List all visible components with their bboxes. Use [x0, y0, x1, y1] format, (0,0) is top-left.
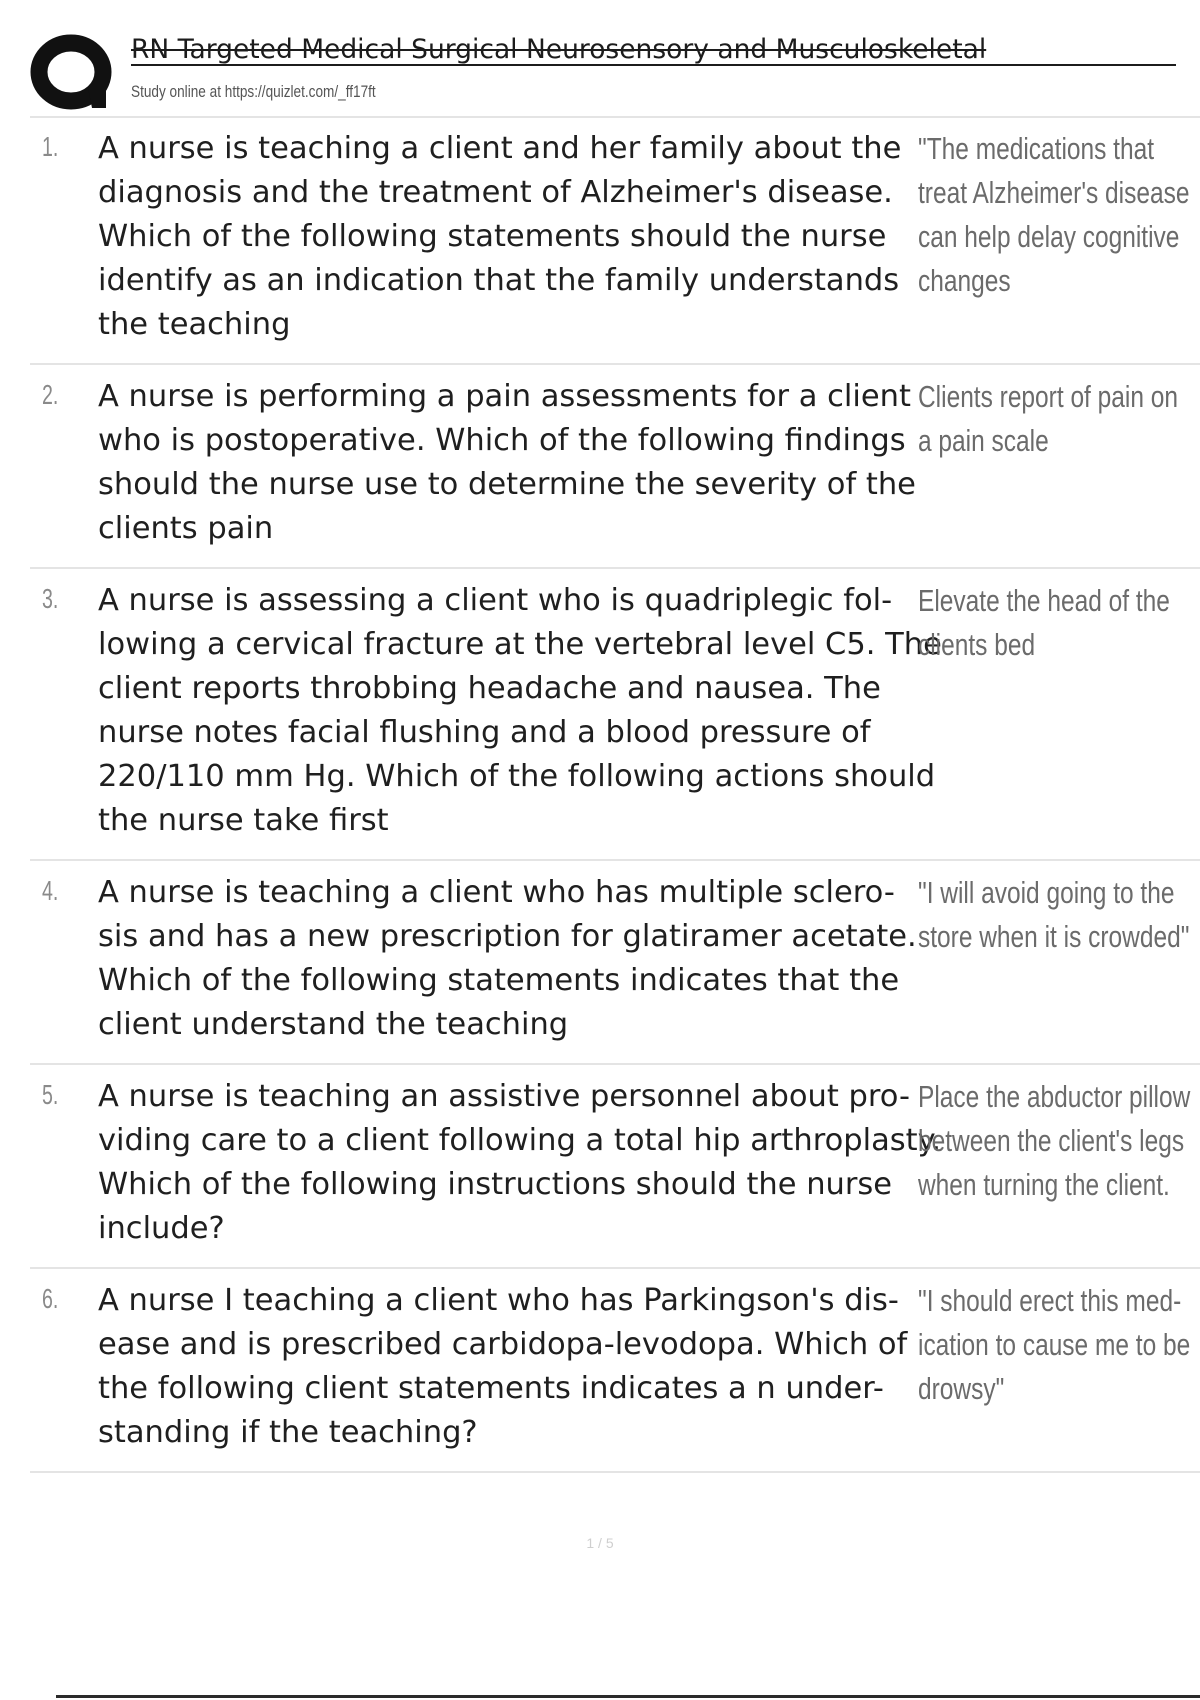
- card-number: 6.: [42, 1283, 59, 1314]
- card-number: 1.: [42, 131, 59, 162]
- card-answer: Place the abductor pillow between the client's legs when turning the client.: [918, 1079, 1191, 1202]
- card-number: 3.: [42, 583, 59, 614]
- flashcard-item: [30, 1269, 1200, 1473]
- quizlet-q-logo-icon: [30, 32, 140, 112]
- flashcard-item: [30, 861, 1200, 1065]
- card-question: A nurse is teaching an assistive personnel about pro- viding care to a client following a total hip arthroplasty. Which of the following instructions should the nurse include?: [98, 1079, 942, 1246]
- flashcard-item: [30, 117, 1200, 365]
- card-answer: Elevate the head of the clients bed: [918, 583, 1170, 662]
- card-number: 4.: [42, 875, 59, 906]
- document-header: [30, 28, 1200, 118]
- footer-rule: [56, 1695, 1200, 1698]
- card-question: A nurse is assessing a client who is quadriplegic fol- lowing a cervical fracture at the vertebral level C5. The client reports throbbing headache and nausea. The nurse notes facial flushing and a blood pressure of 220/110 mm Hg. Which of the following actions should the nurse take first: [98, 583, 942, 838]
- page-number: 1 / 5: [586, 1535, 614, 1551]
- card-question: A nurse I teaching a client who has Parkingson's dis- ease and is prescribed carbidopa-levodopa. Which of the following client statements indicates a n under- standing if the teaching?: [98, 1283, 908, 1450]
- study-online-link[interactable]: Study online at https://quizlet.com/_ff17ft: [131, 82, 376, 101]
- card-number: 5.: [42, 1079, 59, 1110]
- card-number: 2.: [42, 379, 59, 410]
- flashcard-item: [30, 365, 1200, 569]
- card-answer: "I will avoid going to the store when it is crowded": [918, 875, 1190, 954]
- card-answer: "I should erect this med- ication to cause me to be drowsy": [918, 1283, 1191, 1406]
- flashcard-item: [30, 1065, 1200, 1269]
- flashcard-list: [30, 117, 1200, 1473]
- card-answer: "The medications that treat Alzheimer's disease can help delay cognitive changes: [918, 131, 1190, 298]
- document-title: RN Targeted Medical Surgical Neurosensory and Musculoskeletal: [131, 34, 987, 65]
- card-question: A nurse is teaching a client who has multiple sclero- sis and has a new prescription for glatiramer acetate. Which of the following statements indicates that the client understand the teaching: [98, 875, 917, 1042]
- card-question: A nurse is performing a pain assessments for a client who is postoperative. Which of the following findings should the nurse use to determine the severity of the clients pain: [98, 379, 916, 546]
- card-answer: Clients report of pain on a pain scale: [918, 379, 1179, 458]
- card-question: A nurse is teaching a client and her family about the diagnosis and the treatment of Alzheimer's disease. Which of the following statements should the nurse identify as an indication that the family understands the teaching: [98, 131, 902, 342]
- flashcard-item: [30, 569, 1200, 861]
